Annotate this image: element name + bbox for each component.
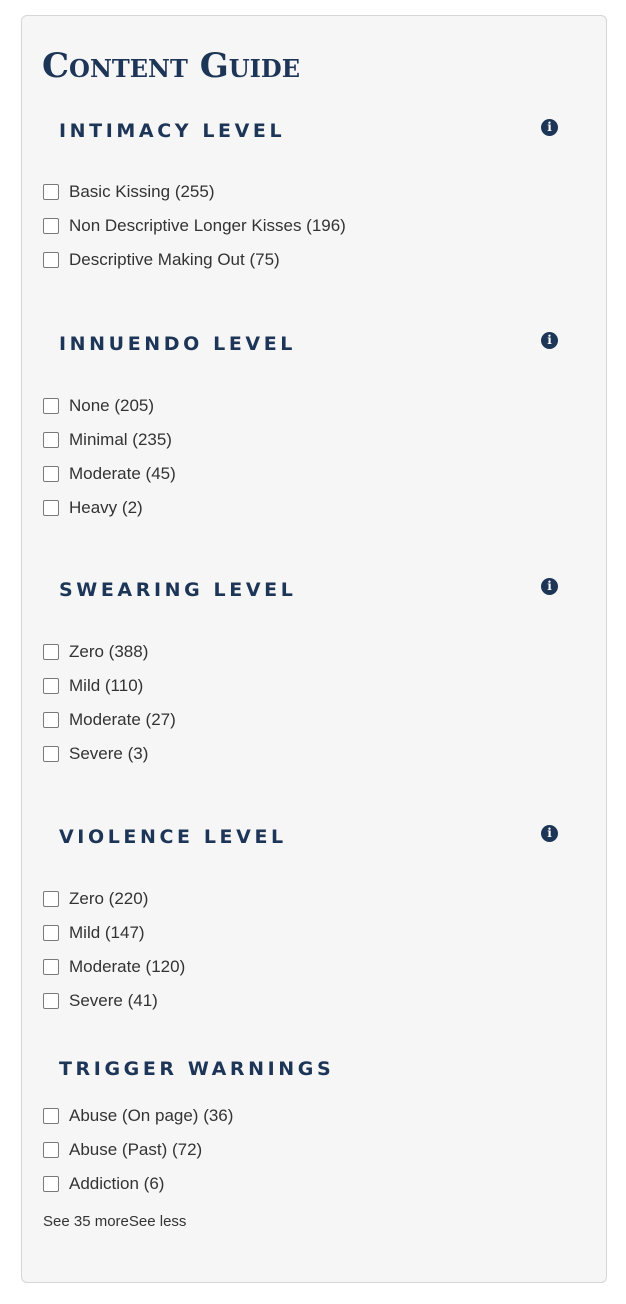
checkbox[interactable] (43, 644, 59, 660)
see-more-less-links (43, 1212, 186, 1232)
checkbox[interactable] (43, 398, 59, 414)
option-label: Moderate (120) (69, 957, 186, 976)
intimacy-options (43, 175, 346, 277)
checkbox[interactable] (43, 1142, 59, 1158)
checkbox[interactable] (43, 500, 59, 516)
option-label: Zero (388) (69, 642, 149, 661)
see-less-link[interactable]: See less (128, 1213, 187, 1230)
option-label: Zero (220) (69, 889, 149, 908)
checkbox[interactable] (43, 925, 59, 941)
filter-option[interactable] (43, 703, 176, 737)
option-label: Minimal (235) (69, 430, 172, 449)
swearing-options (43, 635, 176, 771)
checkbox[interactable] (43, 252, 59, 268)
option-label: Descriptive Making Out (75) (69, 250, 280, 269)
checkbox[interactable] (43, 712, 59, 728)
section-title-swearing: SWEARING LEVEL (59, 579, 297, 601)
filter-option[interactable] (43, 243, 346, 277)
option-label: Severe (3) (69, 744, 149, 763)
filter-option[interactable] (43, 209, 346, 243)
option-label: Non Descriptive Longer Kisses (196) (69, 216, 346, 235)
filter-option[interactable] (43, 491, 176, 525)
checkbox[interactable] (43, 1176, 59, 1192)
section-title-intimacy: INTIMACY LEVEL (59, 120, 286, 142)
option-label: Abuse (On page) (36) (69, 1106, 234, 1125)
option-label: Heavy (2) (69, 498, 143, 517)
filter-option[interactable] (43, 950, 185, 984)
section-title-trigger-warnings: TRIGGER WARNINGS (59, 1058, 335, 1080)
section-header-swearing (59, 575, 558, 605)
section-header-violence (59, 822, 558, 852)
filter-option[interactable] (43, 1167, 233, 1201)
section-header-innuendo (59, 329, 558, 359)
option-label: Moderate (45) (69, 464, 176, 483)
filter-option[interactable] (43, 882, 185, 916)
violence-options (43, 882, 185, 1018)
section-header-trigger-warnings (59, 1054, 558, 1084)
filter-option[interactable] (43, 457, 176, 491)
checkbox[interactable] (43, 891, 59, 907)
checkbox[interactable] (43, 746, 59, 762)
checkbox[interactable] (43, 218, 59, 234)
see-more-link[interactable]: See 35 more (43, 1213, 129, 1230)
checkbox[interactable] (43, 432, 59, 448)
checkbox[interactable] (43, 466, 59, 482)
option-label: Abuse (Past) (72) (69, 1140, 203, 1159)
checkbox[interactable] (43, 184, 59, 200)
filter-option[interactable] (43, 1133, 233, 1167)
option-label: Severe (41) (69, 991, 158, 1010)
option-label: None (205) (69, 396, 155, 415)
section-header-intimacy (59, 116, 558, 146)
filter-option[interactable] (43, 669, 176, 703)
filter-option[interactable] (43, 916, 185, 950)
option-label: Addiction (6) (69, 1174, 165, 1193)
content-guide-panel (21, 15, 607, 1283)
info-icon[interactable]: i (541, 332, 558, 349)
checkbox[interactable] (43, 678, 59, 694)
section-title-violence: VIOLENCE LEVEL (59, 826, 287, 848)
trigger-warning-options (43, 1099, 233, 1201)
section-title-innuendo: INNUENDO LEVEL (59, 333, 296, 355)
option-label: Moderate (27) (69, 710, 176, 729)
filter-option[interactable] (43, 737, 176, 771)
filter-option[interactable] (43, 1099, 233, 1133)
filter-option[interactable] (43, 635, 176, 669)
checkbox[interactable] (43, 959, 59, 975)
option-label: Mild (147) (69, 923, 145, 942)
option-label: Mild (110) (69, 676, 144, 695)
content-guide-title: Content Guide (42, 46, 300, 86)
filter-option[interactable] (43, 984, 185, 1018)
filter-option[interactable] (43, 175, 346, 209)
innuendo-options (43, 389, 176, 525)
checkbox[interactable] (43, 993, 59, 1009)
info-icon[interactable]: i (541, 825, 558, 842)
filter-option[interactable] (43, 389, 176, 423)
checkbox[interactable] (43, 1108, 59, 1124)
option-label: Basic Kissing (255) (69, 182, 215, 201)
info-icon[interactable]: i (541, 119, 558, 136)
filter-option[interactable] (43, 423, 176, 457)
info-icon[interactable]: i (541, 578, 558, 595)
